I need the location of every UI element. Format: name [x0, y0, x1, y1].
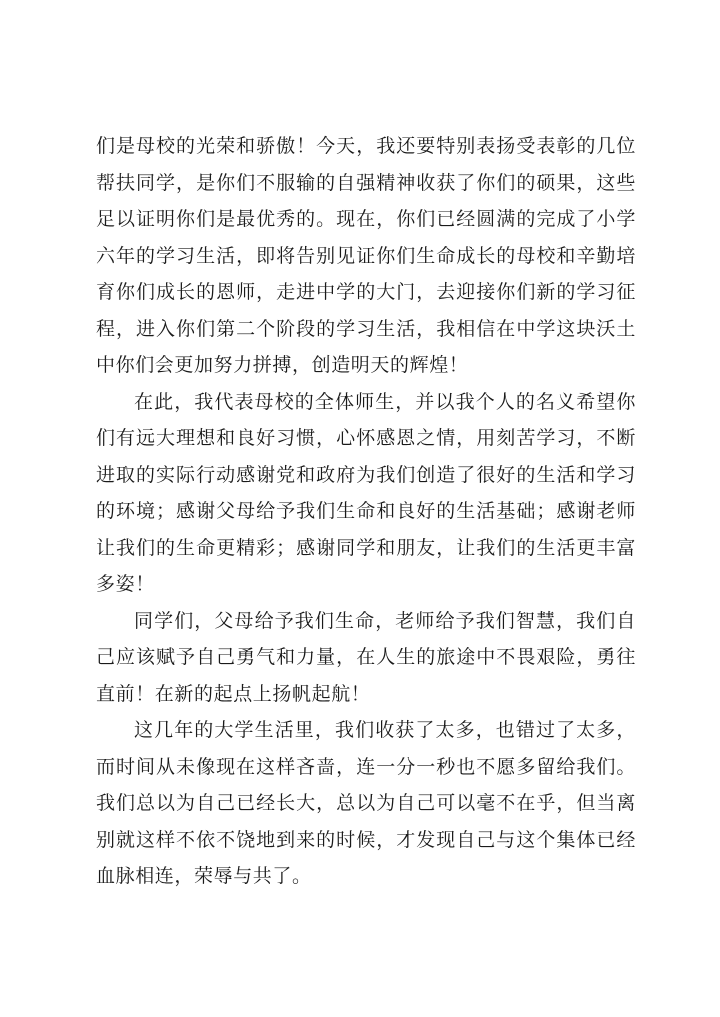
paragraph-encouragement: 同学们，父母给予我们生命，老师给予我们智慧，我们自己应该赋予自己勇气和力量，在人生的旅途中不畏艰险，勇往直前！在新的起点上扬帆起航！: [96, 609, 636, 705]
paragraph-reflection: 这几年的大学生活里，我们收获了太多，也错过了太多，而时间从未像现在这样吝啬，连一分一秒也不愿多留给我们。我们总以为自己已经长大，总以为自己可以毫不在乎，但当离别就这样不依不饶地到来的时候，才发现自己与这个集体已经血脉相连，荣辱与共了。: [96, 719, 636, 887]
paragraph-hopes: 在此，我代表母校的全体师生，并以我个人的名义希望你们有远大理想和良好习惯，心怀感恩之情，用刻苦学习，不断进取的实际行动感谢党和政府为我们创造了很好的生活和学习的环境；感谢父母给予我们生命和良好的生活基础；感谢老师让我们的生命更精彩；感谢同学和朋友，让我们的生活更丰富多姿！: [96, 390, 636, 595]
paragraph-continued: 们是母校的光荣和骄傲！今天，我还要特别表扬受表彰的几位帮扶同学，是你们不服输的自强精神收获了你们的硕果，这些足以证明你们是最优秀的。现在，你们已经圆满的完成了小学六年的学习生活，即将告别见证你们生命成长的母校和辛勤培育你们成长的恩师，走进中学的大门，去迎接你们新的学习征程，进入你们第二个阶段的学习生活，我相信在中学这块沃土中你们会更加努力拼搏，创造明天的辉煌！: [96, 135, 636, 376]
document-body: [96, 128, 636, 895]
